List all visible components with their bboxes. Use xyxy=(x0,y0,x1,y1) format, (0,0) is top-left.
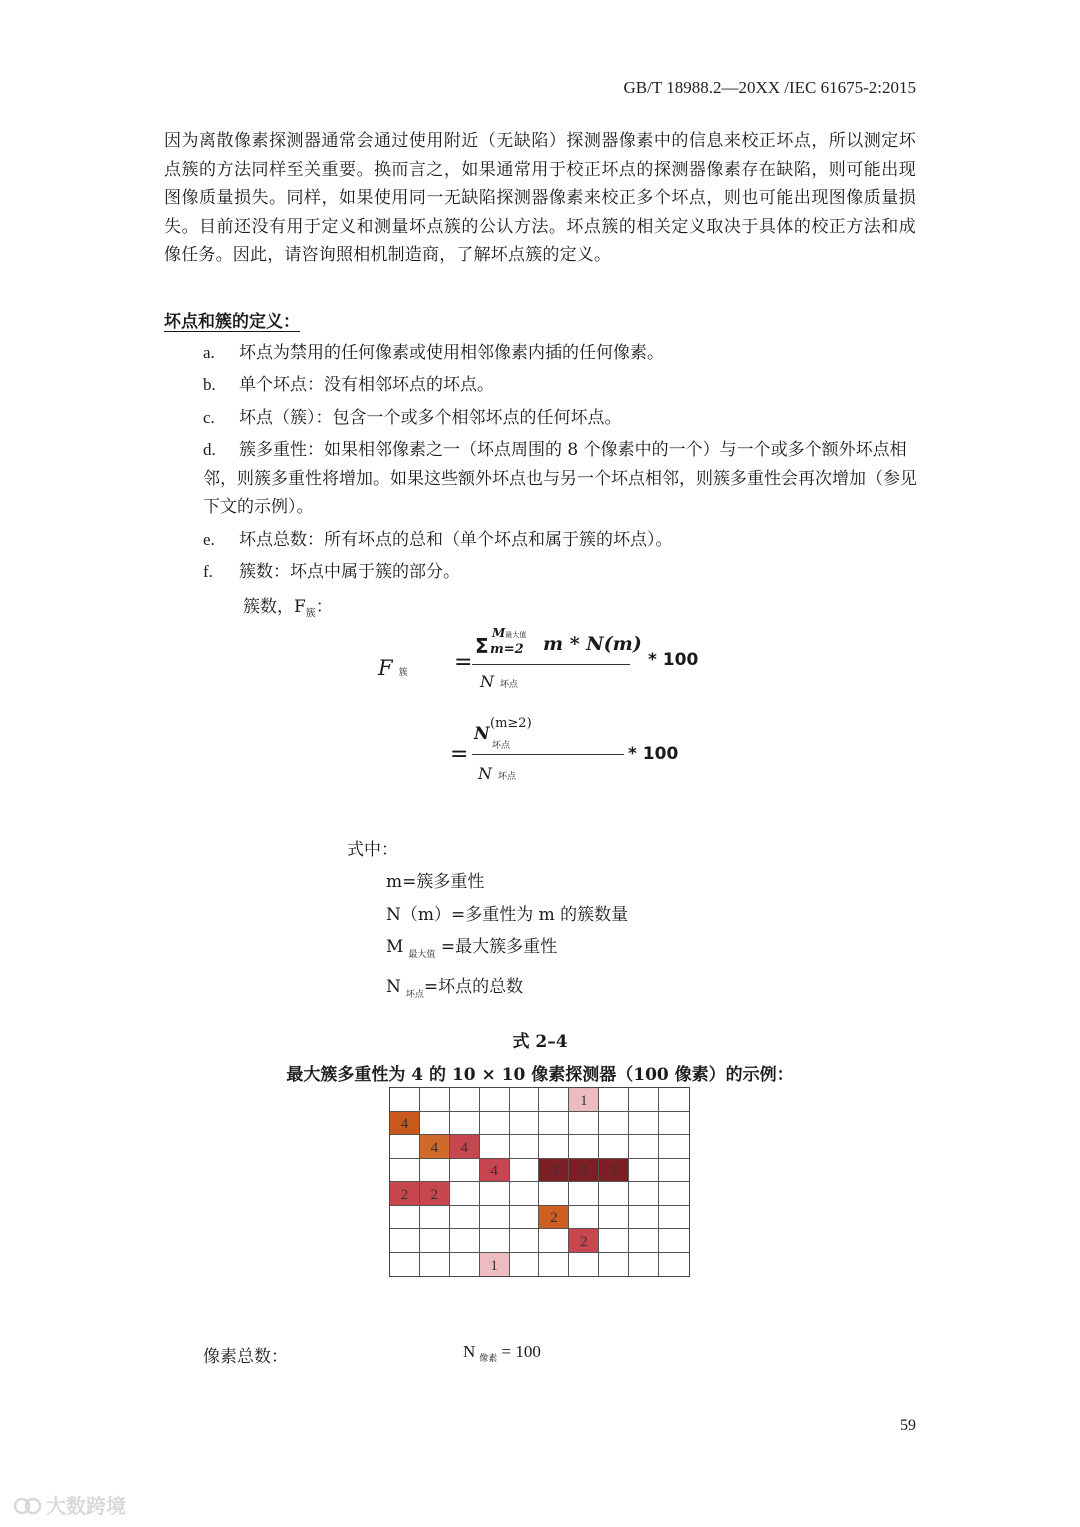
definition-item xyxy=(203,558,919,587)
watermark xyxy=(12,1490,126,1519)
pixel-cell xyxy=(390,1229,420,1253)
pixel-cell xyxy=(569,1112,599,1136)
page-number: 59 xyxy=(900,1417,916,1434)
pixel-cell xyxy=(420,1159,450,1183)
formula-times1: * 100 xyxy=(648,650,699,670)
where-symbol: N（m） xyxy=(386,904,451,925)
where-symbol-sub: 最大值 xyxy=(408,949,436,960)
pixel-cell xyxy=(450,1182,480,1206)
total-pixels-value: N $_{像素}$ = 100 xyxy=(463,1342,541,1365)
pixel-cell xyxy=(510,1088,540,1112)
defect-pixel-cell: 4 xyxy=(480,1159,510,1183)
pixel-cell xyxy=(629,1253,659,1277)
formula-sum-lower: m=2 xyxy=(490,642,524,657)
pixel-cell xyxy=(599,1229,629,1253)
definition-item xyxy=(203,526,919,555)
pixel-cell xyxy=(420,1253,450,1277)
defect-pixel-cell: 2 xyxy=(569,1229,599,1253)
formula-num2-sub: 坏点 xyxy=(492,741,511,751)
pixel-cell xyxy=(510,1112,540,1136)
pixel-cell xyxy=(450,1206,480,1230)
defect-pixel-cell: 4 xyxy=(390,1112,420,1136)
pixel-cell xyxy=(539,1182,569,1206)
pixel-cell xyxy=(480,1206,510,1230)
pixel-cell xyxy=(569,1182,599,1206)
formula-lhs: F簇 xyxy=(378,656,408,680)
where-label: 式中： xyxy=(347,840,398,860)
pixel-cell xyxy=(659,1088,689,1112)
defect-pixel-cell: 2 xyxy=(390,1182,420,1206)
defect-pixel-cell: 2 xyxy=(420,1182,450,1206)
pixel-cell xyxy=(480,1229,510,1253)
pixel-cell xyxy=(599,1088,629,1112)
formula-fraction-bar-2 xyxy=(472,754,624,755)
definition-item xyxy=(203,371,919,400)
definition-marker: b. xyxy=(203,375,216,395)
definition-marker: e. xyxy=(203,529,215,549)
where-item xyxy=(386,931,628,971)
pixel-cell xyxy=(450,1253,480,1277)
pixel-cell xyxy=(569,1206,599,1230)
where-text: =簇多重性 xyxy=(402,872,485,892)
definition-text: 坏点（簇）：包含一个或多个相邻坏点的任何坏点。 xyxy=(239,407,622,428)
pixel-cell xyxy=(539,1088,569,1112)
pixel-cell xyxy=(599,1135,629,1159)
pixel-cell xyxy=(420,1112,450,1136)
pixel-cell xyxy=(539,1112,569,1136)
definition-text: 坏点总数：所有坏点的总和（单个坏点和属于簇的坏点）。 xyxy=(239,529,673,550)
pixel-cell xyxy=(569,1253,599,1277)
pixel-cell xyxy=(599,1206,629,1230)
cluster-count-sub: 簇 xyxy=(305,608,316,620)
pixel-cell xyxy=(659,1206,689,1230)
pixel-cell xyxy=(510,1206,540,1230)
pixel-cell xyxy=(659,1229,689,1253)
pixel-cell xyxy=(390,1206,420,1230)
watermark-text: 大数跨境 xyxy=(46,1494,126,1518)
equation-number: 式 2–4 xyxy=(512,1032,568,1052)
pixel-cell xyxy=(480,1182,510,1206)
pixel-cell xyxy=(659,1135,689,1159)
pixel-cell xyxy=(390,1159,420,1183)
where-symbol-sub: 坏点 xyxy=(405,989,424,1000)
pixel-cell xyxy=(629,1135,659,1159)
pixel-cell xyxy=(629,1182,659,1206)
total-pixels-label: 像素总数： xyxy=(203,1347,288,1367)
pixel-cell xyxy=(599,1182,629,1206)
pixel-cell xyxy=(629,1088,659,1112)
definition-text: 单个坏点：没有相邻坏点的坏点。 xyxy=(239,375,494,396)
pixel-cell xyxy=(599,1112,629,1136)
where-text: =最大簇多重性 xyxy=(435,937,558,958)
where-item xyxy=(386,866,628,899)
definition-item xyxy=(203,436,919,522)
where-symbol: N xyxy=(386,977,401,998)
intro-paragraph: 因为离散像素探测器通常会通过使用附近（无缺陷）探测器像素中的信息来校正坏点，所以测定坏点簇的方法同样至关重要。换而言之，如果通常用于校正坏点的探测器像素存在缺陷，则可能出现图像质量损失。同样，如果使用同一无缺陷探测器像素来校正多个坏点，则也可能出现图像质量损失。目前还没有用于定义和测量坏点簇的公认方法。坏点簇的相关定义取决于具体的校正方法和成像任务。因此，请咨询照相机制造商，了解坏点簇的定义。 xyxy=(164,131,916,266)
pixel-cell xyxy=(539,1229,569,1253)
cluster-count-suffix: ： xyxy=(315,597,333,617)
where-text: =多重性为 m 的簇数量 xyxy=(451,904,629,925)
formula-den2: N坏点 xyxy=(478,764,517,783)
pixel-cell xyxy=(420,1206,450,1230)
formula-num2-sup: (m≥2) xyxy=(490,716,532,731)
defect-pixel-cell: 3 xyxy=(539,1159,569,1183)
pixel-cell xyxy=(450,1088,480,1112)
pixel-cell xyxy=(450,1112,480,1136)
where-symbol: M xyxy=(386,937,404,958)
section-title: 坏点和簇的定义： xyxy=(164,312,300,332)
pixel-cell xyxy=(480,1112,510,1136)
where-list xyxy=(386,866,628,1011)
pixel-cell xyxy=(510,1253,540,1277)
pixel-cell xyxy=(510,1135,540,1159)
cluster-formula xyxy=(370,620,730,800)
formula-sum-term: m * N(m) xyxy=(543,633,642,655)
defect-pixel-cell: 3 xyxy=(599,1159,629,1183)
formula-num2: N xyxy=(474,724,490,744)
pixel-cell xyxy=(510,1182,540,1206)
pixel-cell xyxy=(629,1112,659,1136)
document-header: GB/T 18988.2—20XX /IEC 61675-2:2015 xyxy=(623,78,916,97)
where-item xyxy=(386,899,628,932)
definition-text: 簇多重性：如果相邻像素之一（坏点周围的 8 个像素中的一个）与一个或多个额外坏点相邻，则簇多重性将增加。如果这些额外坏点也与另一个坏点相邻，则簇多重性会再次增加（参见下文的示例）。 xyxy=(203,440,917,518)
pixel-cell xyxy=(480,1135,510,1159)
definition-marker: d. xyxy=(203,440,216,460)
pixel-grid xyxy=(389,1087,690,1277)
definition-marker: f. xyxy=(203,562,213,582)
pixel-cell xyxy=(390,1253,420,1277)
formula-eq1: = xyxy=(454,650,473,675)
cluster-count-line xyxy=(243,592,333,619)
pixel-cell xyxy=(659,1159,689,1183)
grid-title: 最大簇多重性为 4 的 10 × 10 像素探测器（100 像素）的示例： xyxy=(286,1065,794,1085)
defect-pixel-cell: 1 xyxy=(569,1088,599,1112)
cluster-count-text: 簇数，F xyxy=(243,597,306,617)
definition-item xyxy=(203,404,919,433)
pixel-cell xyxy=(539,1253,569,1277)
definition-text: 簇数：坏点中属于簇的部分。 xyxy=(239,562,460,583)
pixel-cell xyxy=(450,1229,480,1253)
pixel-cell xyxy=(629,1206,659,1230)
pixel-cell xyxy=(390,1135,420,1159)
where-item xyxy=(386,971,628,1011)
formula-sum-upper: M最大值 xyxy=(492,626,527,640)
formula-fraction-bar-1 xyxy=(472,664,630,665)
defect-pixel-cell: 1 xyxy=(480,1253,510,1277)
formula-times2: * 100 xyxy=(628,744,679,764)
defect-pixel-cell: 4 xyxy=(420,1135,450,1159)
where-symbol: m xyxy=(386,872,403,892)
defect-pixel-cell: 4 xyxy=(450,1135,480,1159)
definition-text: 坏点为禁用的任何像素或使用相邻像素内插的任何像素。 xyxy=(239,343,664,363)
formula-den1: N坏点 xyxy=(480,672,519,691)
pixel-cell xyxy=(539,1135,569,1159)
pixel-cell xyxy=(569,1135,599,1159)
pixel-cell xyxy=(629,1159,659,1183)
pixel-cell xyxy=(510,1229,540,1253)
pixel-cell xyxy=(480,1088,510,1112)
definition-marker: c. xyxy=(203,407,215,427)
defect-pixel-cell: 2 xyxy=(539,1206,569,1230)
formula-sum-symbol: Σ xyxy=(475,634,489,658)
pixel-cell xyxy=(659,1182,689,1206)
definition-marker: a. xyxy=(203,343,215,362)
pixel-cell xyxy=(510,1159,540,1183)
pixel-cell xyxy=(420,1088,450,1112)
pixel-cell xyxy=(420,1229,450,1253)
defect-pixel-cell: 3 xyxy=(569,1159,599,1183)
formula-eq2: = xyxy=(450,742,469,767)
watermark-logo-icon xyxy=(12,1494,42,1516)
definition-list xyxy=(203,339,919,591)
pixel-cell xyxy=(659,1112,689,1136)
pixel-cell xyxy=(599,1253,629,1277)
pixel-cell xyxy=(659,1253,689,1277)
pixel-cell xyxy=(390,1088,420,1112)
where-text: =坏点的总数 xyxy=(423,977,524,998)
pixel-cell xyxy=(629,1229,659,1253)
definition-item xyxy=(203,339,919,368)
pixel-cell xyxy=(450,1159,480,1183)
